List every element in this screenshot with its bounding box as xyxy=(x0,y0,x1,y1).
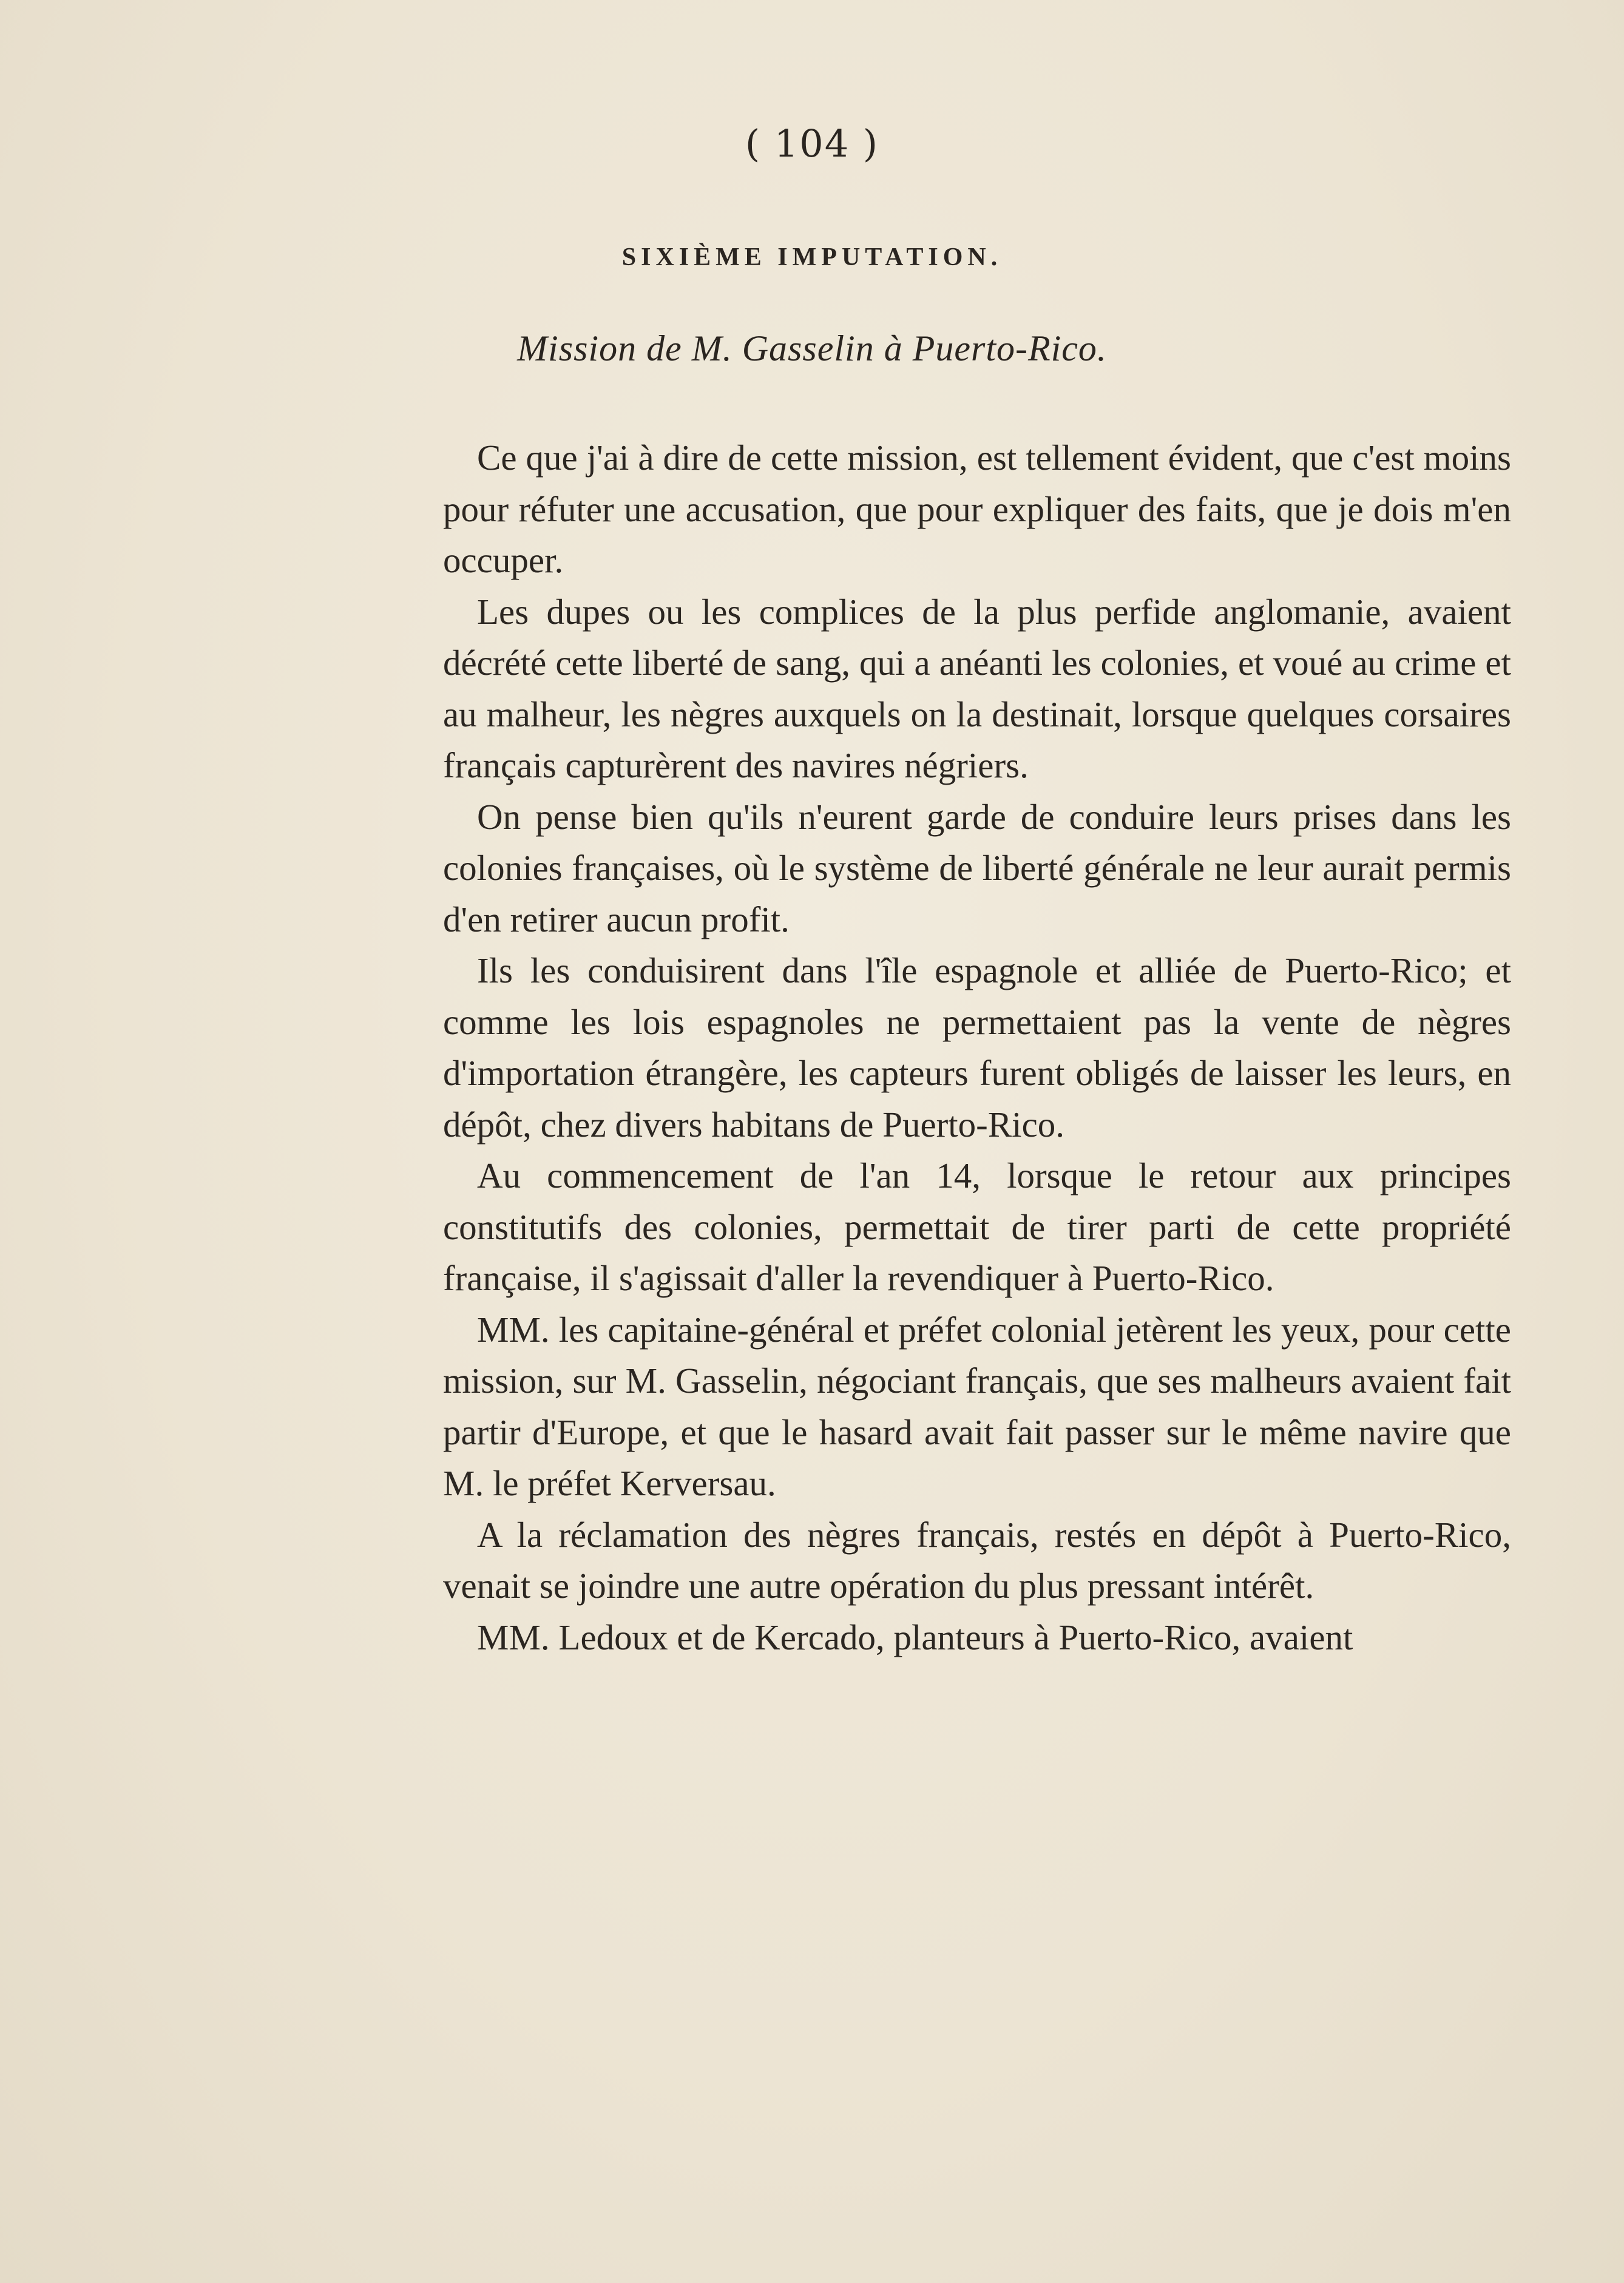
paragraph-8: MM. Ledoux et de Kercado, planteurs à Puerto-Rico, avaient xyxy=(477,1617,1353,1657)
paragraph-4: Ils les conduisirent dans l'île espagnole et alliée de Puerto-Rico; et comme les lois espagnoles ne permettaient pas la vente de nègres d'importation étrangère, les capteurs furent obligés de laisser les leurs, en dépôt, chez divers habitans de Puerto-Rico. xyxy=(443,950,1511,1145)
body-text xyxy=(443,432,1511,1663)
paragraph-3: On pense bien qu'ils n'eurent garde de conduire leurs prises dans les colonies françaises, où le système de liberté générale ne leur aurait permis d'en retirer aucun profit. xyxy=(443,796,1511,939)
paragraph-2: Les dupes ou les complices de la plus perfide anglomanie, avaient décrété cette liberté de sang, qui a anéanti les colonies, et voué au crime et au malheur, les nègres auxquels on la destinait, lorsque quelques corsaires français capturèrent des navires négriers. xyxy=(443,591,1511,785)
paragraph-1: Ce que j'ai à dire de cette mission, est tellement évident, que c'est moins pour réfuter une accusation, que pour expliquer des faits, que je dois m'en occuper. xyxy=(443,438,1511,580)
section-subtitle: Mission de M. Gasselin à Puerto-Rico. xyxy=(517,328,1107,368)
section-heading: SIXIÈME IMPUTATION. xyxy=(621,243,1003,271)
paragraph-5: Au commencement de l'an 14, lorsque le retour aux principes constitutifs des colonies, permettait de tirer parti de cette propriété française, il s'agissait d'aller la revendiquer à Puerto-Rico. xyxy=(443,1155,1511,1298)
paragraph-7: A la réclamation des nègres français, restés en dépôt à Puerto-Rico, venait se joindre une autre opération du plus pressant intérêt. xyxy=(443,1514,1511,1606)
paragraph-6: MM. les capitaine-général et préfet colonial jetèrent les yeux, pour cette mission, sur M. Gasselin, négociant français, que ses malheurs avaient fait partir d'Europe, et que le hasard avait fait passer sur le même navire que M. le préfet Kerversau. xyxy=(443,1309,1511,1503)
page-number: ( 104 ) xyxy=(745,121,879,166)
